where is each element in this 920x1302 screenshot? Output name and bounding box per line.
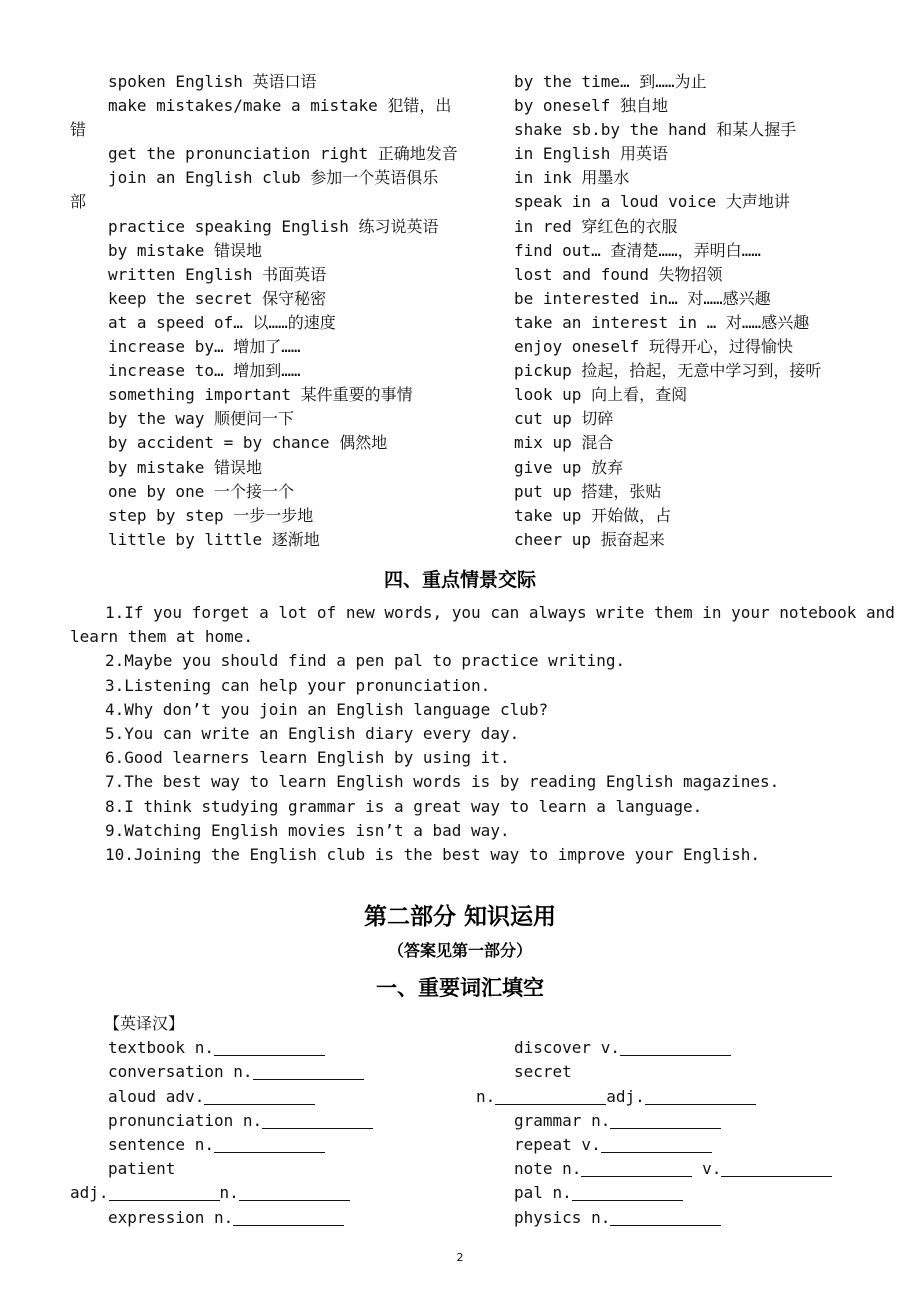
phrase-line: speak in a loud voice 大声地讲 (514, 192, 790, 212)
vocab-word: sentence n. (108, 1135, 214, 1155)
section-heading: 四、重点情景交际 (383, 569, 536, 591)
answer-blank[interactable] (721, 1160, 832, 1177)
phrase-line: by accident = by chance 偶然地 (108, 433, 388, 453)
phrase-line: look up 向上看，查阅 (514, 385, 688, 405)
phrase-line: give up 放弃 (514, 457, 624, 477)
phrase-line: find out… 查清楚……，弄明白…… (514, 240, 761, 260)
phrase-line: by mistake 错误地 (108, 457, 262, 477)
sentence-line: 9.Watching English movies isn’t a bad way. (105, 820, 510, 840)
answer-blank[interactable] (204, 1088, 315, 1105)
phrase-line: make mistakes/make a mistake 犯错，出 (108, 96, 452, 116)
phrase-line: pickup 捡起，拾起，无意中学习到，接听 (514, 361, 822, 381)
phrase-line: by the way 顺便问一下 (108, 409, 294, 429)
answer-blank[interactable] (239, 1184, 350, 1201)
phrase-line: take an interest in … 对……感兴趣 (514, 312, 810, 332)
answer-blank[interactable] (581, 1160, 692, 1177)
vocab-word: repeat v. (514, 1135, 601, 1155)
phrase-line: in ink 用墨水 (514, 168, 630, 188)
phrase-line: lost and found 失物招领 (514, 264, 723, 284)
section-heading: 一、重要词汇填空 (376, 976, 544, 1000)
vocab-word: discover v. (514, 1038, 620, 1058)
answer-blank[interactable] (610, 1209, 721, 1226)
vocab-word: conversation n. (108, 1062, 253, 1082)
phrase-line: spoken English 英语口语 (108, 72, 317, 91)
sentence-line: 1.If you forget a lot of new words, you can always write them in your notebook and (105, 603, 895, 622)
exercise-label: 【英译汉】 (104, 1014, 185, 1033)
phrase-line: one by one 一个接一个 (108, 481, 294, 501)
phrase-line: step by step 一步一步地 (108, 505, 314, 525)
phrase-line-wrap: 部 (70, 192, 87, 212)
vocab-word: note n. (514, 1159, 582, 1179)
sentence-line: 8.I think studying grammar is a great way to learn a language. (105, 796, 703, 816)
vocab-word: grammar n. (514, 1110, 611, 1130)
answer-blank[interactable] (214, 1136, 325, 1153)
vocab-word: aloud adv. (108, 1086, 205, 1106)
page-number: 2 (456, 1251, 464, 1264)
vocab-word: pronunciation n. (108, 1110, 263, 1130)
phrase-line: at a speed of… 以……的速度 (108, 312, 336, 332)
answer-blank[interactable] (109, 1184, 220, 1201)
phrase-line: practice speaking English 练习说英语 (108, 216, 439, 236)
vocab-word: pal n. (514, 1183, 572, 1203)
sentence-line: 10.Joining the English club is the best way to improve your English. (105, 845, 761, 865)
vocab-fill-right (476, 1012, 876, 1230)
answer-blank[interactable] (262, 1112, 373, 1129)
vocab-word: n. (219, 1183, 239, 1203)
answer-blank[interactable] (572, 1184, 683, 1201)
phrase-line: cheer up 振奋起来 (514, 529, 665, 549)
phrase-line: cut up 切碎 (514, 409, 614, 429)
part-note: （答案见第一部分） (387, 941, 532, 960)
phrase-line: increase to… 增加到…… (108, 361, 301, 381)
part-title: 第二部分 知识运用 (363, 904, 556, 930)
answer-blank[interactable] (610, 1112, 721, 1129)
answer-blank[interactable] (233, 1209, 344, 1226)
sentence-line-wrap: learn them at home. (70, 627, 254, 647)
phrase-line: little by little 逐渐地 (108, 529, 320, 549)
vocab-word: expression n. (108, 1207, 234, 1227)
phrase-line: put up 搭建，张贴 (514, 481, 662, 501)
phrase-line: be interested in… 对……感兴趣 (514, 288, 771, 308)
phrase-line: in red 穿红色的衣服 (514, 216, 678, 236)
vocab-word: physics n. (514, 1207, 611, 1227)
answer-blank[interactable] (601, 1136, 712, 1153)
answer-blank[interactable] (645, 1088, 756, 1105)
vocab-word: patient (108, 1159, 176, 1179)
phrase-column-left (70, 70, 458, 552)
answer-blank[interactable] (495, 1088, 606, 1105)
phrase-line: join an English club 参加一个英语俱乐 (108, 168, 439, 188)
phrase-line: something important 某件重要的事情 (108, 385, 413, 405)
vocab-word: secret (514, 1062, 572, 1082)
phrase-line: shake sb.by the hand 和某人握手 (514, 120, 797, 140)
answer-blank[interactable] (253, 1063, 364, 1080)
vocab-word: textbook n. (108, 1038, 214, 1058)
phrase-line: by oneself 独自地 (514, 96, 668, 116)
sentence-line: 2.Maybe you should find a pen pal to practice writing. (105, 651, 626, 671)
vocab-word: adj. (70, 1183, 109, 1203)
vocab-word: n. (476, 1086, 496, 1106)
answer-blank[interactable] (620, 1039, 731, 1056)
phrase-line: increase by… 增加了…… (108, 337, 301, 357)
phrase-line: by mistake 错误地 (108, 240, 262, 260)
vocab-fill-left (70, 1012, 470, 1230)
sentence-line: 6.Good learners learn English by using it. (105, 748, 510, 768)
phrase-line: mix up 混合 (514, 433, 614, 453)
sentence-line: 4.Why don’t you join an English language club? (105, 699, 549, 719)
dialog-sentence-list (70, 601, 895, 867)
phrase-line-wrap: 错 (70, 120, 87, 140)
phrase-line: keep the secret 保守秘密 (108, 288, 327, 308)
vocab-word: v. (702, 1159, 722, 1179)
phrase-line: get the pronunciation right 正确地发音 (108, 144, 458, 164)
phrase-line: enjoy oneself 玩得开心，过得愉快 (514, 337, 793, 357)
phrase-line: written English 书面英语 (108, 264, 327, 284)
sentence-line: 7.The best way to learn English words is by reading English magazines. (105, 772, 780, 792)
vocab-word: adj. (606, 1086, 645, 1106)
phrase-line: in English 用英语 (514, 144, 668, 164)
sentence-line: 5.You can write an English diary every day. (105, 724, 520, 744)
phrase-line: by the time… 到……为止 (514, 72, 707, 91)
phrase-line: take up 开始做，占 (514, 505, 672, 525)
phrase-column-right (514, 70, 860, 552)
answer-blank[interactable] (214, 1039, 325, 1056)
sentence-line: 3.Listening can help your pronunciation. (105, 675, 491, 695)
